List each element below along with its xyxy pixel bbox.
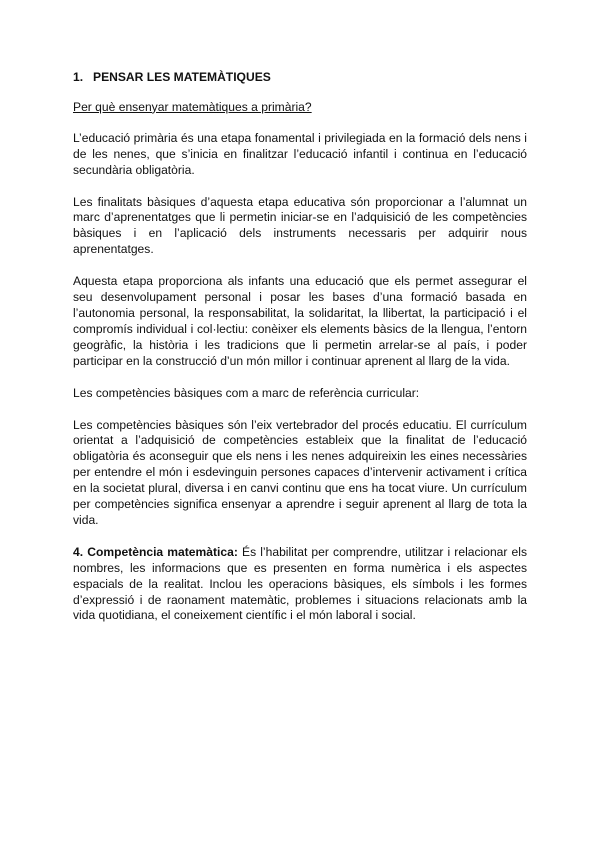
competencia-title: 4. Competència matemàtica: bbox=[73, 544, 238, 559]
subheading: Per què ensenyar matemàtiques a primària? bbox=[73, 99, 312, 114]
heading-text: PENSAR LES MATEMÀTIQUES bbox=[93, 70, 271, 84]
section-heading bbox=[73, 70, 527, 86]
paragraph-competencia bbox=[73, 545, 527, 625]
document-page bbox=[73, 70, 527, 640]
competencia-text: És l’habilitat per comprendre, utilitzar i relacionar els nombres, les informacions que es presenten en forma numèrica i els aspectes espacials de la realitat. Inclou les operacions bàsiques, els símbols i les formes d’expressió i de raonament matemàtic, problemes i situacions relacionats amb la vida quotidiana, el coneixement científic i el món laboral i social. bbox=[73, 544, 528, 623]
paragraph-3: Aquesta etapa proporciona als infants una educació que els permet assegurar el seu desenvolupament personal i posar les bases d’una formació basada en l’autonomia personal, la responsabilitat, la solidaritat, la llibertat, la participació i el compromís individual i col·lectiu: conèixer els elements bàsics de la llengua, l’entorn geogràfic, la història i les tradicions que li permetin arrelar-se al país, i poder participar en la construcció d’un món millor i continuar aprenent al llarg de la vida. bbox=[73, 274, 527, 368]
paragraph-4: Les competències bàsiques com a marc de referència curricular: bbox=[73, 385, 420, 400]
paragraph-1: L’educació primària és una etapa fonamental i privilegiada en la formació dels nens i de les nenes, que s’inicia en finalitzar l’educació infantil i continua en l’educació secundària obligatòria. bbox=[73, 130, 527, 177]
paragraph-5: Les competències bàsiques són l’eix vertebrador del procés educatiu. El currículum orientat a l’adquisició de competències estableix que la finalitat de l’educació obligatòria és aconseguir que els nens i les nenes adquireixin les eines necessàries per entendre el món i esdevinguin persones capaces d’intervenir activament i crítica en la societat plural, diversa i en canvi continu que ens ha tocat viure. Un currículum per competències significa ensenyar a aprendre i seguir aprenent al llarg de tota la vida. bbox=[73, 417, 527, 527]
paragraph-2: Les finalitats bàsiques d’aquesta etapa educativa són proporcionar a l’alumnat un marc d’aprenentatges que li permetin iniciar-se en l’adquisició de les competències bàsiques i en l’aplicació dels instruments necessaris per adquirir nous aprenentatges. bbox=[73, 194, 527, 257]
heading-number: 1. bbox=[73, 70, 84, 84]
